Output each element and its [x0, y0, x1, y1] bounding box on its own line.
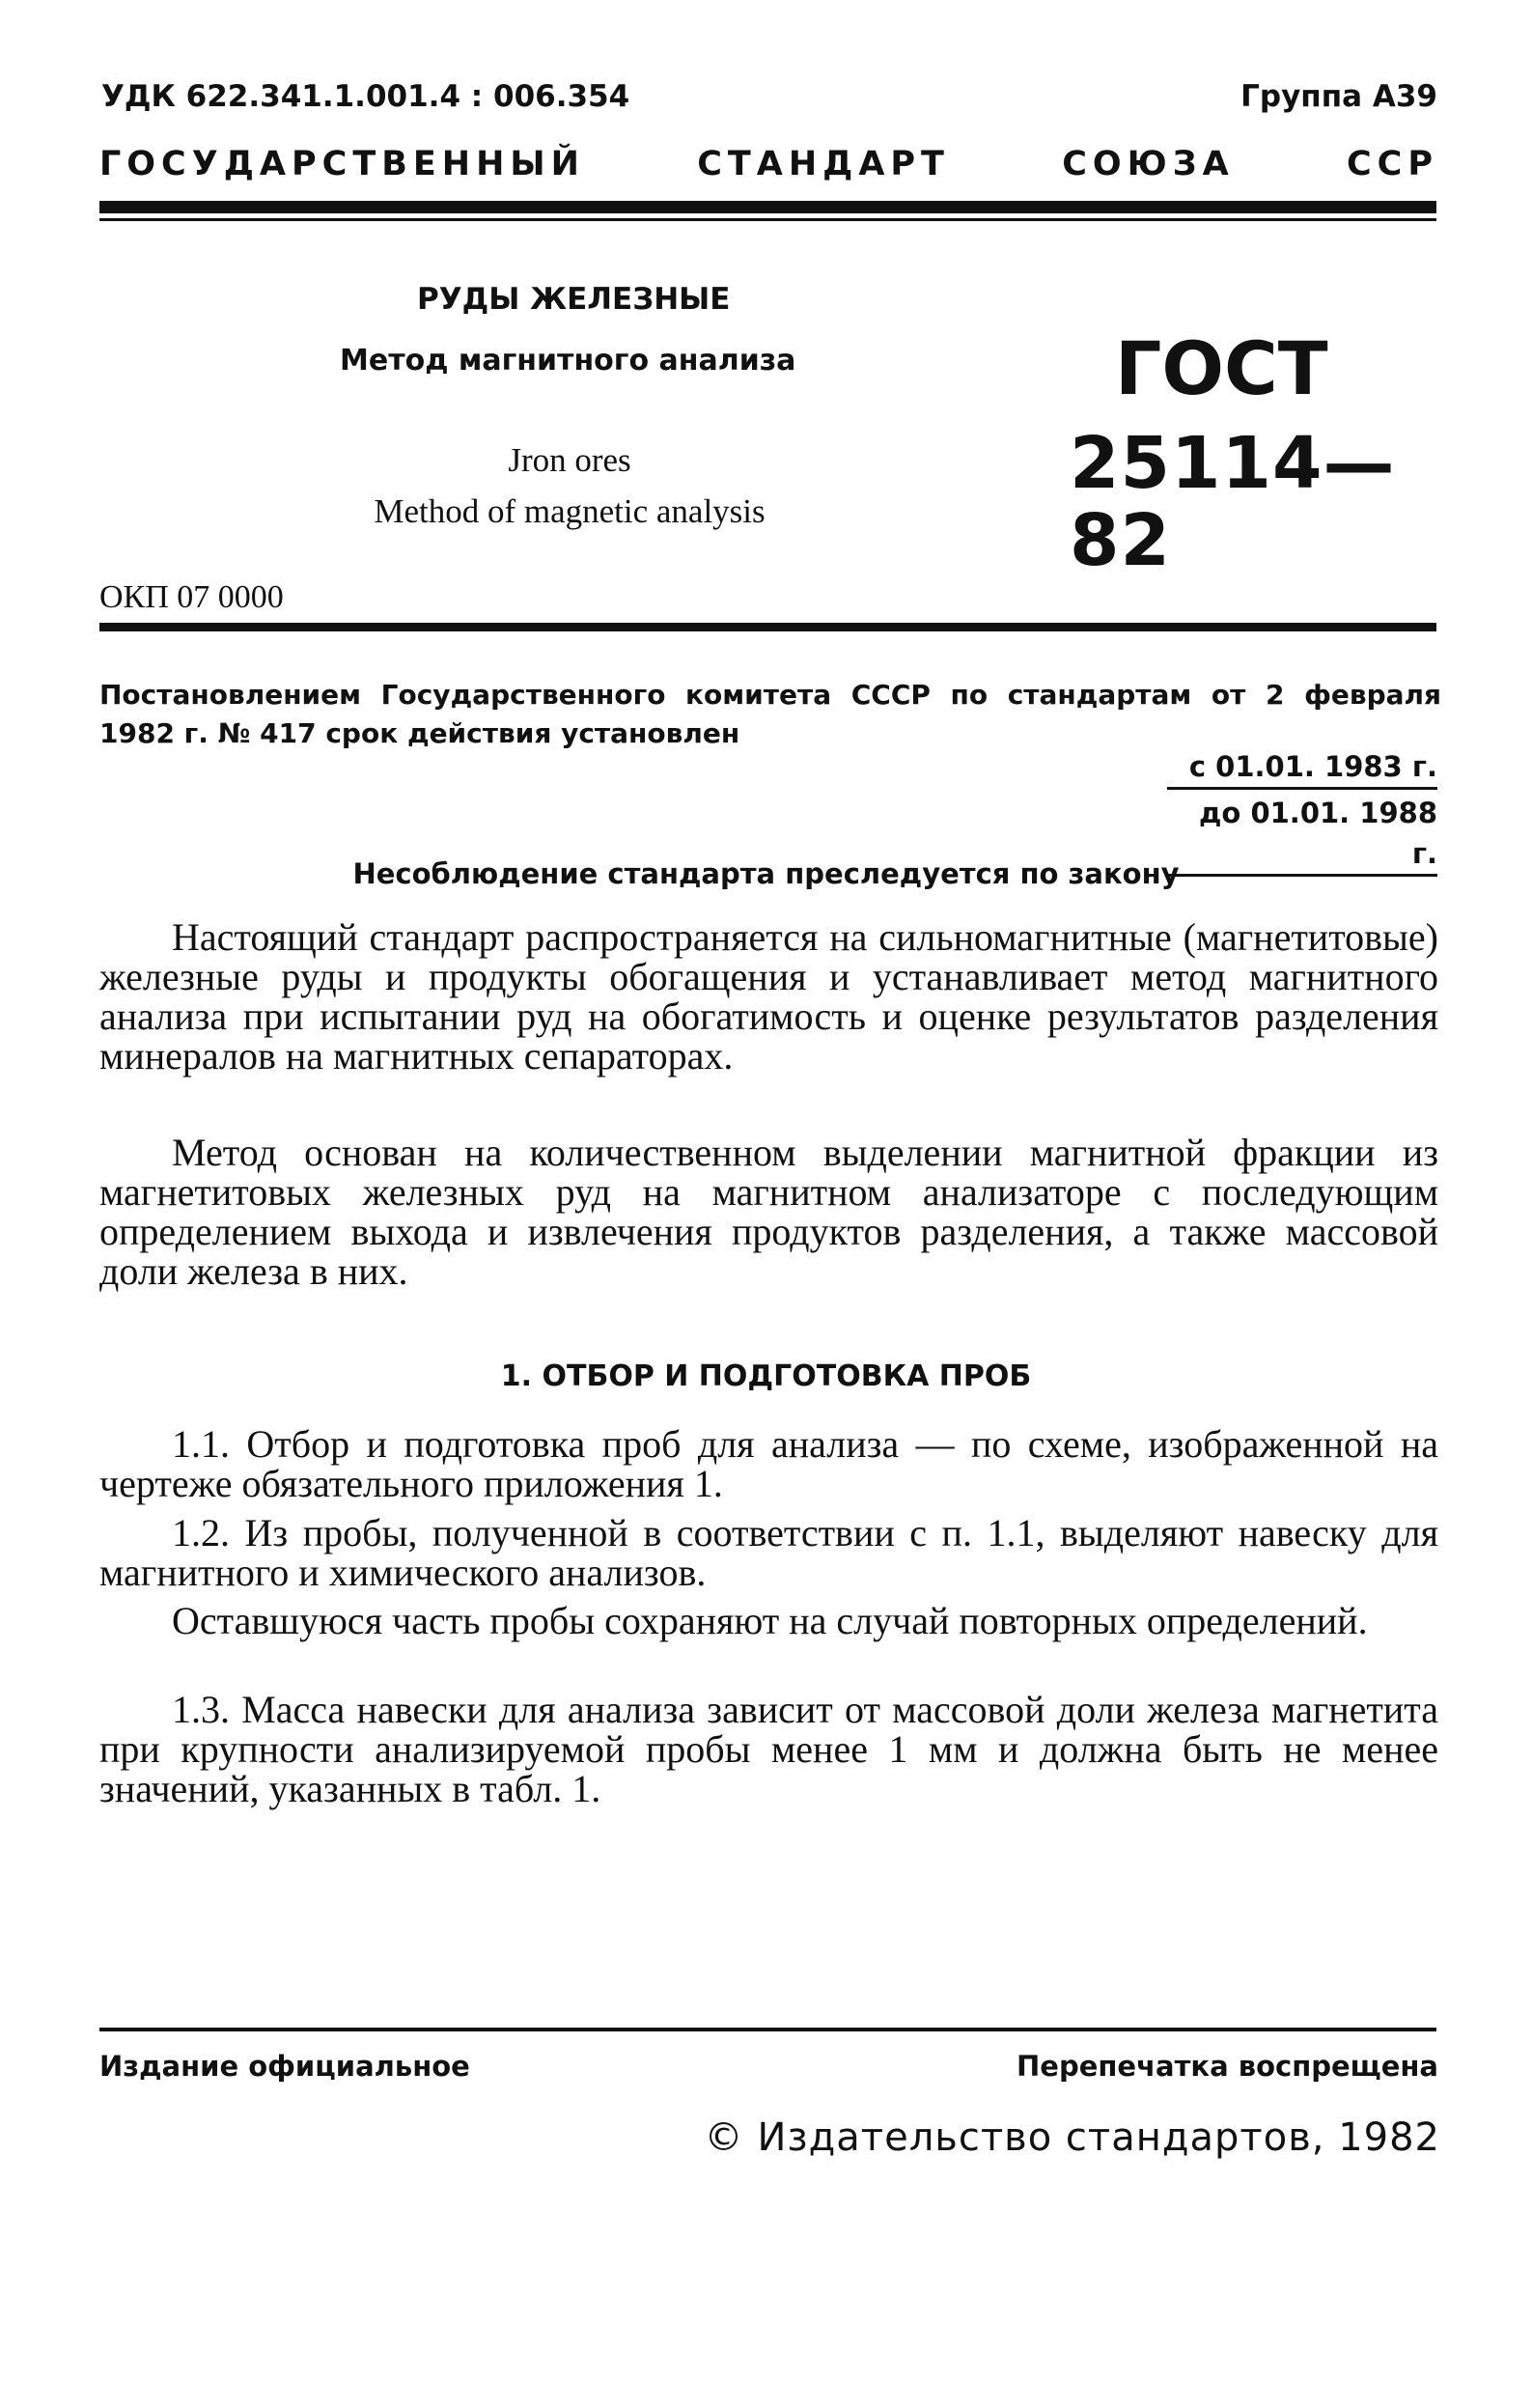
- english-title-block: [338, 434, 801, 537]
- group-code: Группа А39: [1240, 79, 1437, 114]
- middle-thick-rule: [99, 623, 1436, 631]
- english-title: Jron ores: [508, 441, 631, 479]
- clause-1-1: 1.1. Отбор и подготовка проб для анализа — по схеме, изображенной на чертеже обязательного приложения 1.: [99, 1422, 1438, 1505]
- copyright-icon: ©: [704, 2115, 744, 2160]
- noncompliance-notice: Несоблюдение стандарта преследуется по закону: [352, 857, 1180, 890]
- decree-text: Постановлением Государственного комитета СССР по стандартам от 2 февраля 1982 г. № 417 срок действия установлен: [99, 679, 1441, 749]
- clause-1-2: 1.2. Из пробы, полученной в соответствии с п. 1.1, выделяют навеску для магнитного и химического анализов.: [99, 1511, 1438, 1594]
- section-heading: 1. ОТБОР И ПОДГОТОВКА ПРОБ: [500, 1359, 1032, 1393]
- clause-1-3: 1.3. Масса навески для анализа зависит от массовой доли железа магнетита при крупности анализируемой пробы менее 1 мм и должна быть не менее значений, указанных в табл. 1.: [99, 1688, 1438, 1810]
- clause-1-2-continued: Оставшуюся часть пробы сохраняют на случай повторных определений.: [172, 1599, 1368, 1642]
- date-from: с 01.01. 1983 г.: [1188, 750, 1437, 783]
- state-standard-heading: ГОСУДАРСТВЕННЫЙ СТАНДАРТ СОЮЗА ССР: [99, 145, 1438, 183]
- top-thick-rule: [99, 201, 1436, 213]
- gost-number: 25114—82: [1070, 422, 1396, 582]
- document-title: РУДЫ ЖЕЛЕЗНЫЕ: [417, 282, 731, 317]
- date-to: до 01.01. 1988 г.: [1167, 787, 1437, 877]
- reprint-notice: Перепечатка воспрещена: [1017, 2050, 1438, 2083]
- publisher-line: [704, 2115, 1440, 2160]
- udk-code: УДК 622.341.1.001.4 : 006.354: [101, 79, 630, 114]
- okp-code: ОКП 07 0000: [99, 579, 284, 615]
- intro-paragraph-1: Настоящий стандарт распространяется на сильномагнитные (магнетитовые) железные руды и продукты обогащения и устанавливает метод магнитного анализа при испытании руд на обогатимость и оценке результатов разделения минералов на магнитных сепараторах.: [99, 915, 1438, 1078]
- publisher-name: Издательство стандартов, 1982: [757, 2115, 1440, 2160]
- english-subtitle: Method of magnetic analysis: [374, 492, 766, 530]
- edition-label: Издание официальное: [99, 2050, 470, 2083]
- bottom-rule: [99, 2028, 1436, 2031]
- top-thin-rule: [99, 218, 1436, 221]
- intro-paragraph-2: Метод основан на количественном выделении магнитной фракции из магнетитовых железных руд на магнитном анализаторе с последующим определением выхода и извлечения продуктов разделения, а также массовой доли железа в них.: [99, 1131, 1438, 1293]
- document-subtitle: Метод магнитного анализа: [340, 344, 796, 378]
- gost-label: ГОСТ: [1115, 325, 1328, 411]
